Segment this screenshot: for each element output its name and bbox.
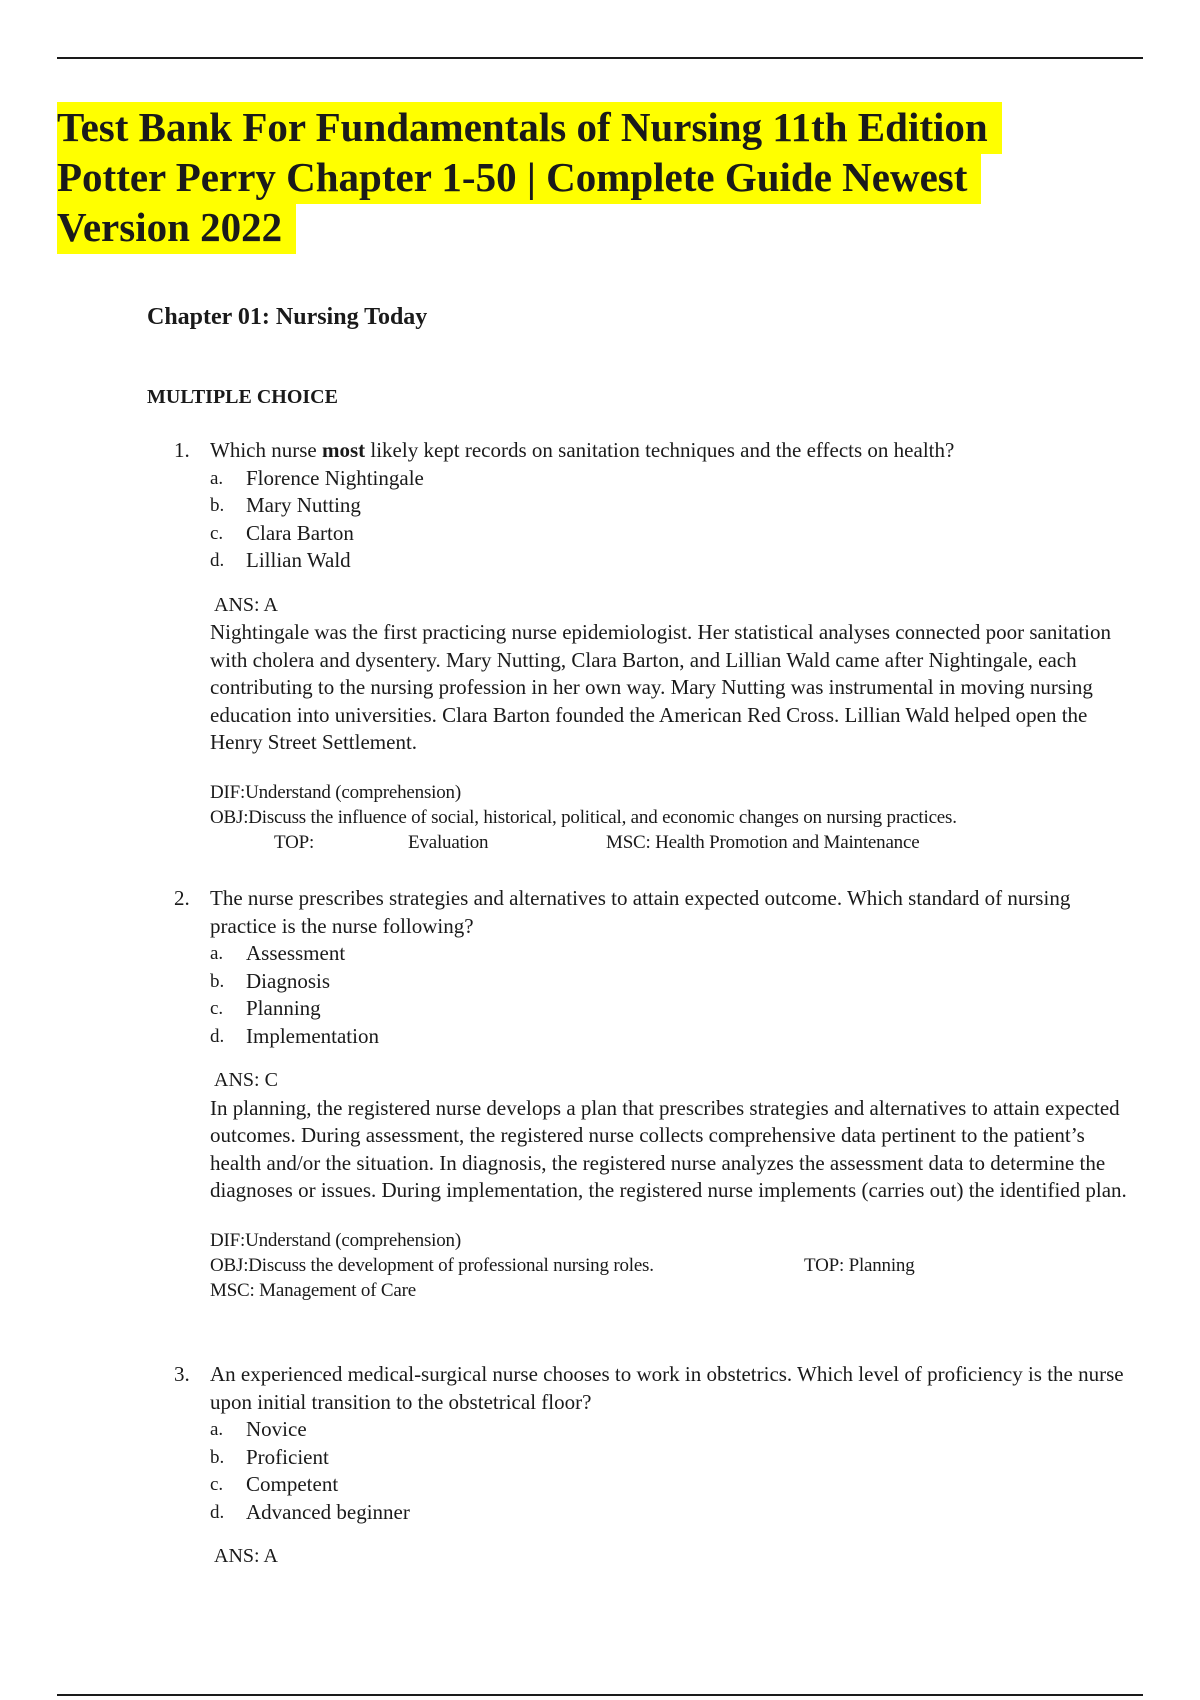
option-letter: a.	[210, 1419, 224, 1440]
option-a	[210, 465, 1130, 493]
option-text: Lillian Wald	[246, 548, 351, 572]
option-letter: d.	[210, 1501, 225, 1523]
question-stem	[170, 1361, 1130, 1416]
difficulty: DIF:Understand (comprehension)	[210, 781, 461, 803]
answer-key: ANS: A	[214, 1545, 278, 1567]
question-number: 1.	[174, 438, 190, 462]
option-text: Competent	[246, 1472, 339, 1496]
option-letter: c.	[210, 522, 224, 544]
msc: MSC: Management of Care	[210, 1279, 416, 1301]
option-text: Assessment	[246, 941, 346, 965]
option-b	[210, 968, 1130, 996]
option-text: Implementation	[246, 1023, 379, 1048]
chapter-heading: Chapter 01: Nursing Today	[147, 304, 428, 330]
question-metadata	[170, 1228, 1130, 1303]
document-title	[57, 102, 1143, 252]
option-a	[210, 1416, 1130, 1444]
msc: MSC: Health Promotion and Maintenance	[606, 831, 920, 853]
objective: OBJ:Discuss the influence of social, historical, political, and economic changes on nursing practices.	[210, 806, 957, 828]
option-d	[210, 547, 1130, 575]
option-list	[170, 1416, 1130, 1526]
stem-emphasis: most	[321, 438, 366, 462]
option-text: Proficient	[246, 1444, 329, 1469]
title-line-2: Potter Perry Chapter 1-50 | Complete Guide Newest	[57, 152, 981, 204]
option-letter: a.	[210, 943, 224, 964]
option-letter: c.	[210, 1474, 224, 1495]
question-stem	[170, 885, 1130, 940]
question-stem	[170, 437, 1130, 465]
stem-text: Which nurse	[210, 438, 322, 462]
option-list	[170, 940, 1130, 1050]
question-3	[170, 1361, 1130, 1571]
question-1	[170, 437, 1130, 855]
option-letter: b.	[210, 970, 225, 992]
topic-label: TOP:	[274, 831, 315, 853]
stem-text: An experienced medical-surgical nurse chooses to work in obstetrics. Which level of proficiency is the nurse upon initial transition to the obstetrical floor?	[210, 1362, 1124, 1414]
option-letter: c.	[210, 998, 224, 1019]
option-letter: d.	[210, 1025, 225, 1047]
option-letter: a.	[210, 467, 224, 489]
objective-topic-row	[210, 1253, 1130, 1278]
topic-value: Evaluation	[408, 831, 489, 853]
option-text: Advanced beginner	[246, 1499, 410, 1524]
option-a	[210, 940, 1130, 968]
rationale: Nightingale was the first practicing nurse epidemiologist. Her statistical analyses connected poor sanitation with cholera and dysentery. Mary Nutting, Clara Barton, and Lillian Wald came after Nightingale, each contributing to the nursing profession in her own way. Mary Nutting was instrumental in moving nursing education into universities. Clara Barton founded the American Red Cross. Lillian Wald helped open the Henry Street Settlement.	[210, 620, 1112, 754]
option-text: Mary Nutting	[246, 493, 361, 517]
answer-key: ANS: A	[214, 593, 278, 616]
option-c	[210, 1471, 1130, 1499]
stem-text: likely kept records on sanitation techniques and the effects on health?	[365, 438, 955, 462]
option-text: Planning	[246, 996, 321, 1020]
option-letter: b.	[210, 495, 225, 516]
option-text: Florence Nightingale	[246, 465, 424, 490]
title-line-3: Version 2022	[57, 202, 296, 254]
objective: OBJ:Discuss the development of professional nursing roles.	[210, 1254, 654, 1276]
difficulty: DIF:Understand (comprehension)	[210, 1229, 461, 1251]
question-number: 3.	[174, 1362, 190, 1386]
question-2	[170, 885, 1130, 1303]
title-line-1: Test Bank For Fundamentals of Nursing 11th Edition	[57, 102, 1002, 154]
option-c	[210, 520, 1130, 548]
option-letter: d.	[210, 550, 225, 571]
option-d	[210, 1023, 1130, 1051]
option-list	[170, 465, 1130, 575]
question-metadata	[170, 780, 1130, 855]
answer-key: ANS: C	[214, 1069, 278, 1091]
rationale: In planning, the registered nurse develops a plan that prescribes strategies and alternatives to attain expected outcomes. During assessment, the registered nurse collects comprehensive data pertinent to the patient’s health and/or the situation. In diagnosis, the registered nurse analyzes the assessment data to determine the diagnoses or issues. During implementation, the registered nurse implements (carries out) the identified plan.	[210, 1095, 1127, 1202]
option-c	[210, 995, 1130, 1023]
section-heading: MULTIPLE CHOICE	[147, 386, 338, 408]
option-text: Clara Barton	[246, 520, 354, 545]
bottom-rule	[57, 1694, 1143, 1696]
option-b	[210, 492, 1130, 520]
stem-text: The nurse prescribes strategies and alternatives to attain expected outcome. Which standard of nursing practice is the nurse following?	[210, 886, 1071, 938]
option-d	[210, 1499, 1130, 1527]
option-text: Diagnosis	[246, 968, 330, 993]
topic: TOP: Planning	[804, 1254, 915, 1276]
top-rule	[57, 57, 1143, 59]
question-number: 2.	[174, 886, 190, 910]
option-b	[210, 1444, 1130, 1472]
option-text: Novice	[246, 1417, 307, 1441]
topic-msc-row	[210, 830, 1130, 855]
option-letter: b.	[210, 1446, 225, 1468]
